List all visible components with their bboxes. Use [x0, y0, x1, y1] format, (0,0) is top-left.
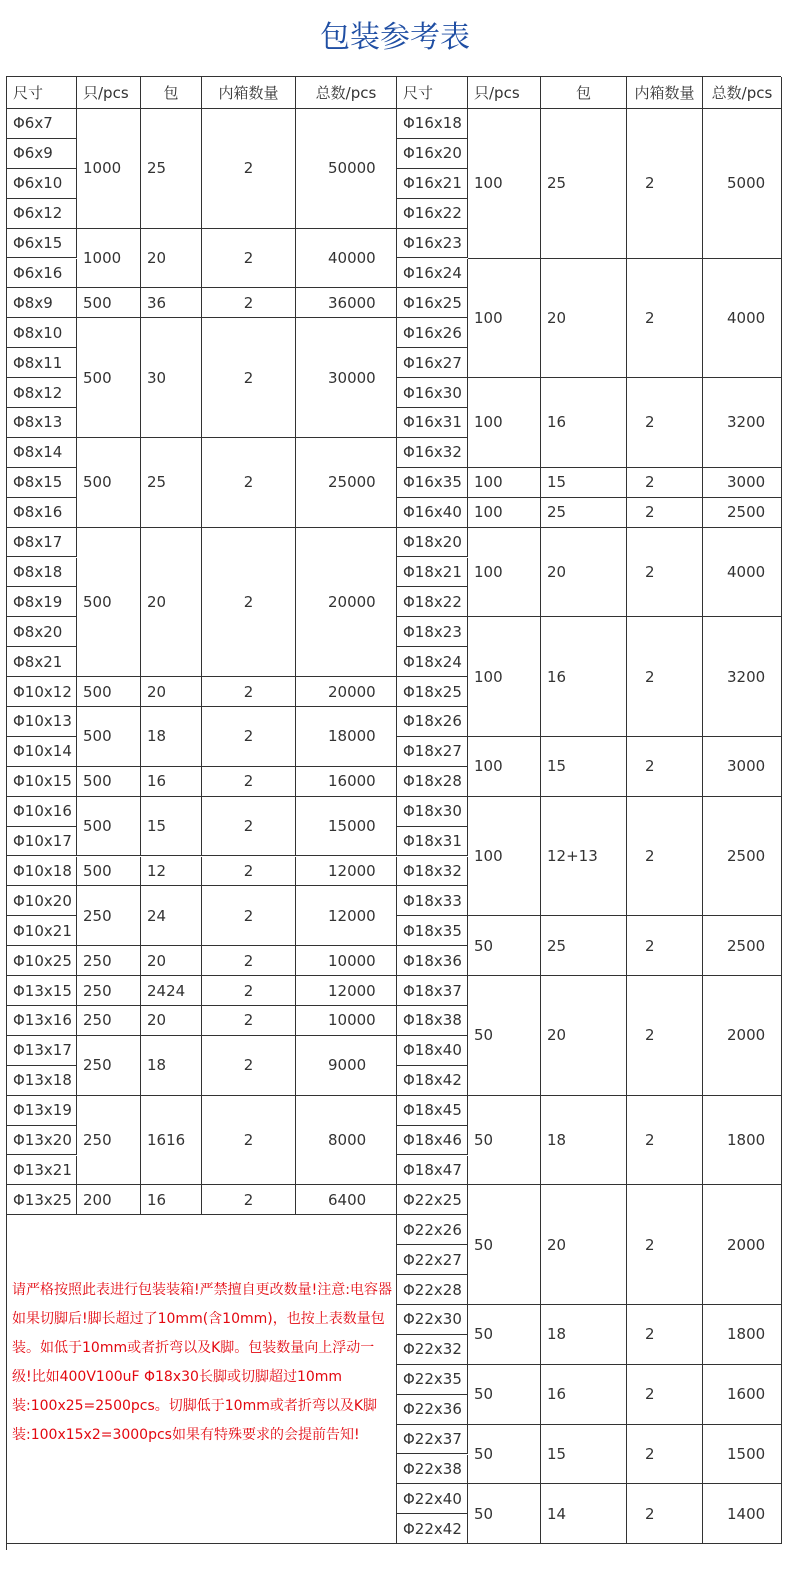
- left-bag-cell: 20: [141, 528, 202, 678]
- left-size-cell: Φ8x13: [7, 408, 77, 438]
- left-inner-cell: 2: [202, 1036, 296, 1096]
- left-size-cell: Φ10x14: [7, 737, 77, 767]
- left-pcs-cell: 500: [77, 797, 141, 857]
- right-bag-cell: 15: [541, 1425, 627, 1485]
- header-right-0: 尺寸: [397, 77, 468, 109]
- right-inner-cell: 2: [627, 259, 703, 379]
- right-pcs-cell: 100: [468, 259, 541, 379]
- right-size-cell: Φ18x31: [397, 827, 468, 857]
- right-size-cell: Φ22x40: [397, 1484, 468, 1514]
- right-size-cell: Φ22x38: [397, 1455, 468, 1485]
- right-size-cell: Φ22x25: [397, 1185, 468, 1215]
- right-size-cell: Φ22x32: [397, 1335, 468, 1365]
- left-pcs-cell: 500: [77, 707, 141, 767]
- right-pcs-cell: 100: [468, 528, 541, 618]
- right-inner-cell: 2: [627, 797, 703, 917]
- left-pcs-cell: 500: [77, 438, 141, 528]
- left-bag-cell: 20: [141, 946, 202, 976]
- left-bag-cell: 15: [141, 797, 202, 857]
- left-size-cell: Φ6x9: [7, 139, 77, 169]
- left-bag-cell: 18: [141, 707, 202, 767]
- right-size-cell: Φ18x24: [397, 647, 468, 677]
- left-inner-cell: 2: [202, 318, 296, 438]
- left-inner-cell: 2: [202, 109, 296, 229]
- left-bag-cell: 12: [141, 857, 202, 887]
- header-left-1: 只/pcs: [77, 77, 141, 109]
- right-pcs-cell: 100: [468, 617, 541, 737]
- right-bag-cell: 20: [541, 528, 627, 618]
- left-inner-cell: 2: [202, 707, 296, 767]
- left-bag-cell: 16: [141, 1185, 202, 1215]
- left-bag-cell: 2424: [141, 976, 202, 1006]
- packing-note: 请严格按照此表进行包装装箱!严禁擅自更改数量!注意:电容器如果切脚后!脚长超过了10mm(含10mm)，也按上表数量包装。如低于10mm或者折弯以及K脚。包装数量向上浮动一级!比如400V100uF Φ18x30长脚或切脚超过10mm装:100x25=2500pcs。切脚低于10mm或者折弯以及K脚装:100x15x2=3000pcs如果有特殊要求的会提前告知!: [12, 1282, 392, 1443]
- left-pcs-cell: 1000: [77, 229, 141, 289]
- right-pcs-cell: 100: [468, 797, 541, 917]
- right-inner-cell: 2: [627, 1425, 703, 1485]
- right-inner-cell: 2: [627, 1305, 703, 1365]
- left-bag-cell: 18: [141, 1036, 202, 1096]
- left-size-cell: Φ8x10: [7, 318, 77, 348]
- header-left-2: 包: [141, 77, 202, 109]
- header-left-4: 总数/pcs: [296, 77, 397, 109]
- right-bag-cell: 16: [541, 1365, 627, 1425]
- right-pcs-cell: 100: [468, 737, 541, 797]
- right-total-cell: 5000: [703, 109, 782, 259]
- right-size-cell: Φ18x25: [397, 677, 468, 707]
- right-bag-cell: 12+13: [541, 797, 627, 917]
- left-size-cell: Φ8x16: [7, 498, 77, 528]
- left-pcs-cell: 250: [77, 1096, 141, 1186]
- right-size-cell: Φ16x27: [397, 348, 468, 378]
- left-size-cell: Φ13x20: [7, 1126, 77, 1156]
- right-inner-cell: 2: [627, 1484, 703, 1544]
- right-pcs-cell: 50: [468, 1365, 541, 1425]
- left-total-cell: 20000: [296, 528, 397, 678]
- right-total-cell: 3000: [703, 468, 782, 498]
- right-size-cell: Φ18x22: [397, 587, 468, 617]
- right-size-cell: Φ16x26: [397, 318, 468, 348]
- left-inner-cell: 2: [202, 857, 296, 887]
- left-pcs-cell: 500: [77, 528, 141, 678]
- right-size-cell: Φ22x30: [397, 1305, 468, 1335]
- left-total-cell: 10000: [296, 1006, 397, 1036]
- right-size-cell: Φ18x26: [397, 707, 468, 737]
- left-inner-cell: 2: [202, 1096, 296, 1186]
- right-size-cell: Φ18x33: [397, 886, 468, 916]
- header-left-0: 尺寸: [7, 77, 77, 109]
- left-total-cell: 30000: [296, 318, 397, 438]
- right-size-cell: Φ16x40: [397, 498, 468, 528]
- right-size-cell: Φ16x21: [397, 169, 468, 199]
- right-inner-cell: 2: [627, 498, 703, 528]
- left-total-cell: 50000: [296, 109, 397, 229]
- right-size-cell: Φ18x40: [397, 1036, 468, 1066]
- right-size-cell: Φ18x30: [397, 797, 468, 827]
- right-pcs-cell: 100: [468, 378, 541, 468]
- left-pcs-cell: 500: [77, 677, 141, 707]
- left-size-cell: Φ8x11: [7, 348, 77, 378]
- left-size-cell: Φ13x19: [7, 1096, 77, 1126]
- right-pcs-cell: 100: [468, 498, 541, 528]
- left-total-cell: 6400: [296, 1185, 397, 1215]
- right-size-cell: Φ22x42: [397, 1514, 468, 1544]
- right-size-cell: Φ18x20: [397, 528, 468, 558]
- right-bag-cell: 20: [541, 1185, 627, 1305]
- right-bag-cell: 15: [541, 468, 627, 498]
- left-size-cell: Φ8x14: [7, 438, 77, 468]
- left-size-cell: Φ10x18: [7, 857, 77, 887]
- right-inner-cell: 2: [627, 109, 703, 259]
- right-size-cell: Φ18x27: [397, 737, 468, 767]
- right-pcs-cell: 100: [468, 468, 541, 498]
- right-total-cell: 2500: [703, 498, 782, 528]
- right-pcs-cell: 50: [468, 1305, 541, 1365]
- left-pcs-cell: 1000: [77, 109, 141, 229]
- right-size-cell: Φ16x25: [397, 288, 468, 318]
- left-size-cell: Φ8x21: [7, 647, 77, 677]
- right-size-cell: Φ22x35: [397, 1365, 468, 1395]
- left-bag-cell: 30: [141, 318, 202, 438]
- left-size-cell: Φ10x20: [7, 886, 77, 916]
- left-inner-cell: 2: [202, 288, 296, 318]
- right-inner-cell: 2: [627, 1365, 703, 1425]
- right-inner-cell: 2: [627, 378, 703, 468]
- right-pcs-cell: 50: [468, 1484, 541, 1544]
- right-total-cell: 1600: [703, 1365, 782, 1425]
- left-bag-cell: 20: [141, 229, 202, 289]
- left-size-cell: Φ13x21: [7, 1156, 77, 1186]
- left-pcs-cell: 250: [77, 976, 141, 1006]
- left-size-cell: Φ6x10: [7, 169, 77, 199]
- left-total-cell: 16000: [296, 767, 397, 797]
- left-pcs-cell: 250: [77, 946, 141, 976]
- right-inner-cell: 2: [627, 1185, 703, 1305]
- header-left-3: 内箱数量: [202, 77, 296, 109]
- left-size-cell: Φ10x16: [7, 797, 77, 827]
- left-size-cell: Φ6x7: [7, 109, 77, 139]
- left-total-cell: 12000: [296, 886, 397, 946]
- right-total-cell: 2500: [703, 916, 782, 976]
- left-inner-cell: 2: [202, 797, 296, 857]
- right-inner-cell: 2: [627, 737, 703, 797]
- right-size-cell: Φ16x18: [397, 109, 468, 139]
- left-total-cell: 10000: [296, 946, 397, 976]
- left-size-cell: Φ13x16: [7, 1006, 77, 1036]
- left-size-cell: Φ10x25: [7, 946, 77, 976]
- page-title: 包装参考表: [320, 20, 470, 55]
- right-inner-cell: 2: [627, 617, 703, 737]
- right-inner-cell: 2: [627, 528, 703, 618]
- left-size-cell: Φ6x12: [7, 199, 77, 229]
- left-inner-cell: 2: [202, 946, 296, 976]
- right-size-cell: Φ16x31: [397, 408, 468, 438]
- left-size-cell: Φ8x20: [7, 617, 77, 647]
- left-inner-cell: 2: [202, 1006, 296, 1036]
- left-total-cell: 40000: [296, 229, 397, 289]
- left-total-cell: 15000: [296, 797, 397, 857]
- left-bag-cell: 36: [141, 288, 202, 318]
- right-pcs-cell: 100: [468, 109, 541, 259]
- left-bag-cell: 25: [141, 438, 202, 528]
- right-total-cell: 1400: [703, 1484, 782, 1544]
- right-size-cell: Φ18x23: [397, 617, 468, 647]
- right-bag-cell: 20: [541, 976, 627, 1096]
- header-right-4: 总数/pcs: [703, 77, 782, 109]
- right-pcs-cell: 50: [468, 1185, 541, 1305]
- left-size-cell: Φ6x15: [7, 229, 77, 259]
- right-size-cell: Φ18x21: [397, 558, 468, 588]
- right-inner-cell: 2: [627, 1096, 703, 1186]
- right-bag-cell: 14: [541, 1484, 627, 1544]
- right-size-cell: Φ16x24: [397, 259, 468, 289]
- right-size-cell: Φ22x26: [397, 1215, 468, 1245]
- right-total-cell: 2000: [703, 976, 782, 1096]
- left-bag-cell: 20: [141, 1006, 202, 1036]
- right-total-cell: 1800: [703, 1305, 782, 1365]
- left-pcs-cell: 500: [77, 288, 141, 318]
- left-bag-cell: 24: [141, 886, 202, 946]
- right-inner-cell: 2: [627, 468, 703, 498]
- right-size-cell: Φ18x45: [397, 1096, 468, 1126]
- left-total-cell: 36000: [296, 288, 397, 318]
- left-size-cell: Φ10x21: [7, 916, 77, 946]
- left-total-cell: 8000: [296, 1096, 397, 1186]
- left-inner-cell: 2: [202, 528, 296, 678]
- left-total-cell: 12000: [296, 857, 397, 887]
- left-size-cell: Φ6x16: [7, 259, 77, 289]
- right-bag-cell: 20: [541, 259, 627, 379]
- right-total-cell: 3200: [703, 617, 782, 737]
- left-total-cell: 12000: [296, 976, 397, 1006]
- left-inner-cell: 2: [202, 976, 296, 1006]
- right-total-cell: 4000: [703, 259, 782, 379]
- left-size-cell: Φ10x13: [7, 707, 77, 737]
- right-size-cell: Φ18x37: [397, 976, 468, 1006]
- right-bag-cell: 18: [541, 1305, 627, 1365]
- right-size-cell: Φ18x28: [397, 767, 468, 797]
- right-size-cell: Φ18x46: [397, 1126, 468, 1156]
- left-size-cell: Φ8x9: [7, 288, 77, 318]
- right-size-cell: Φ22x28: [397, 1275, 468, 1305]
- right-pcs-cell: 50: [468, 916, 541, 976]
- right-size-cell: Φ16x35: [397, 468, 468, 498]
- left-bag-cell: 1616: [141, 1096, 202, 1186]
- left-size-cell: Φ13x17: [7, 1036, 77, 1066]
- right-total-cell: 3000: [703, 737, 782, 797]
- left-inner-cell: 2: [202, 677, 296, 707]
- left-pcs-cell: 500: [77, 767, 141, 797]
- right-size-cell: Φ18x47: [397, 1156, 468, 1186]
- left-pcs-cell: 500: [77, 318, 141, 438]
- left-inner-cell: 2: [202, 229, 296, 289]
- left-size-cell: Φ8x15: [7, 468, 77, 498]
- left-bag-cell: 20: [141, 677, 202, 707]
- right-bag-cell: 16: [541, 617, 627, 737]
- right-size-cell: Φ16x22: [397, 199, 468, 229]
- right-inner-cell: 2: [627, 916, 703, 976]
- left-pcs-cell: 500: [77, 857, 141, 887]
- left-total-cell: 9000: [296, 1036, 397, 1096]
- left-size-cell: Φ8x12: [7, 378, 77, 408]
- right-inner-cell: 2: [627, 976, 703, 1096]
- left-pcs-cell: 250: [77, 1036, 141, 1096]
- header-right-2: 包: [541, 77, 627, 109]
- right-total-cell: 1800: [703, 1096, 782, 1186]
- right-size-cell: Φ18x35: [397, 916, 468, 946]
- left-size-cell: Φ10x17: [7, 827, 77, 857]
- right-size-cell: Φ16x23: [397, 229, 468, 259]
- header-right-3: 内箱数量: [627, 77, 703, 109]
- left-size-cell: Φ8x18: [7, 558, 77, 588]
- right-size-cell: Φ16x20: [397, 139, 468, 169]
- right-total-cell: 3200: [703, 378, 782, 468]
- right-pcs-cell: 50: [468, 976, 541, 1096]
- left-size-cell: Φ8x17: [7, 528, 77, 558]
- right-total-cell: 2000: [703, 1185, 782, 1305]
- right-bag-cell: 25: [541, 109, 627, 259]
- left-pcs-cell: 250: [77, 1006, 141, 1036]
- left-size-cell: Φ13x15: [7, 976, 77, 1006]
- right-size-cell: Φ22x37: [397, 1425, 468, 1455]
- left-size-cell: Φ8x19: [7, 587, 77, 617]
- left-size-cell: Φ10x12: [7, 677, 77, 707]
- right-total-cell: 2500: [703, 797, 782, 917]
- left-total-cell: 18000: [296, 707, 397, 767]
- right-total-cell: 1500: [703, 1425, 782, 1485]
- header-right-1: 只/pcs: [468, 77, 541, 109]
- right-size-cell: Φ16x32: [397, 438, 468, 468]
- left-bag-cell: 16: [141, 767, 202, 797]
- left-inner-cell: 2: [202, 438, 296, 528]
- right-bag-cell: 16: [541, 378, 627, 468]
- left-pcs-cell: 250: [77, 886, 141, 946]
- right-total-cell: 4000: [703, 528, 782, 618]
- left-size-cell: Φ13x25: [7, 1185, 77, 1215]
- left-size-cell: Φ13x18: [7, 1066, 77, 1096]
- left-inner-cell: 2: [202, 1185, 296, 1215]
- left-total-cell: 20000: [296, 677, 397, 707]
- right-size-cell: Φ18x32: [397, 857, 468, 887]
- left-inner-cell: 2: [202, 767, 296, 797]
- right-bag-cell: 25: [541, 916, 627, 976]
- right-pcs-cell: 50: [468, 1425, 541, 1485]
- right-bag-cell: 18: [541, 1096, 627, 1186]
- right-size-cell: Φ18x38: [397, 1006, 468, 1036]
- right-size-cell: Φ18x42: [397, 1066, 468, 1096]
- right-bag-cell: 25: [541, 498, 627, 528]
- right-size-cell: Φ22x36: [397, 1395, 468, 1425]
- right-size-cell: Φ16x30: [397, 378, 468, 408]
- left-bag-cell: 25: [141, 109, 202, 229]
- right-bag-cell: 15: [541, 737, 627, 797]
- left-total-cell: 25000: [296, 438, 397, 528]
- right-pcs-cell: 50: [468, 1096, 541, 1186]
- right-size-cell: Φ22x27: [397, 1245, 468, 1275]
- left-inner-cell: 2: [202, 886, 296, 946]
- left-pcs-cell: 200: [77, 1185, 141, 1215]
- right-size-cell: Φ18x36: [397, 946, 468, 976]
- left-size-cell: Φ10x15: [7, 767, 77, 797]
